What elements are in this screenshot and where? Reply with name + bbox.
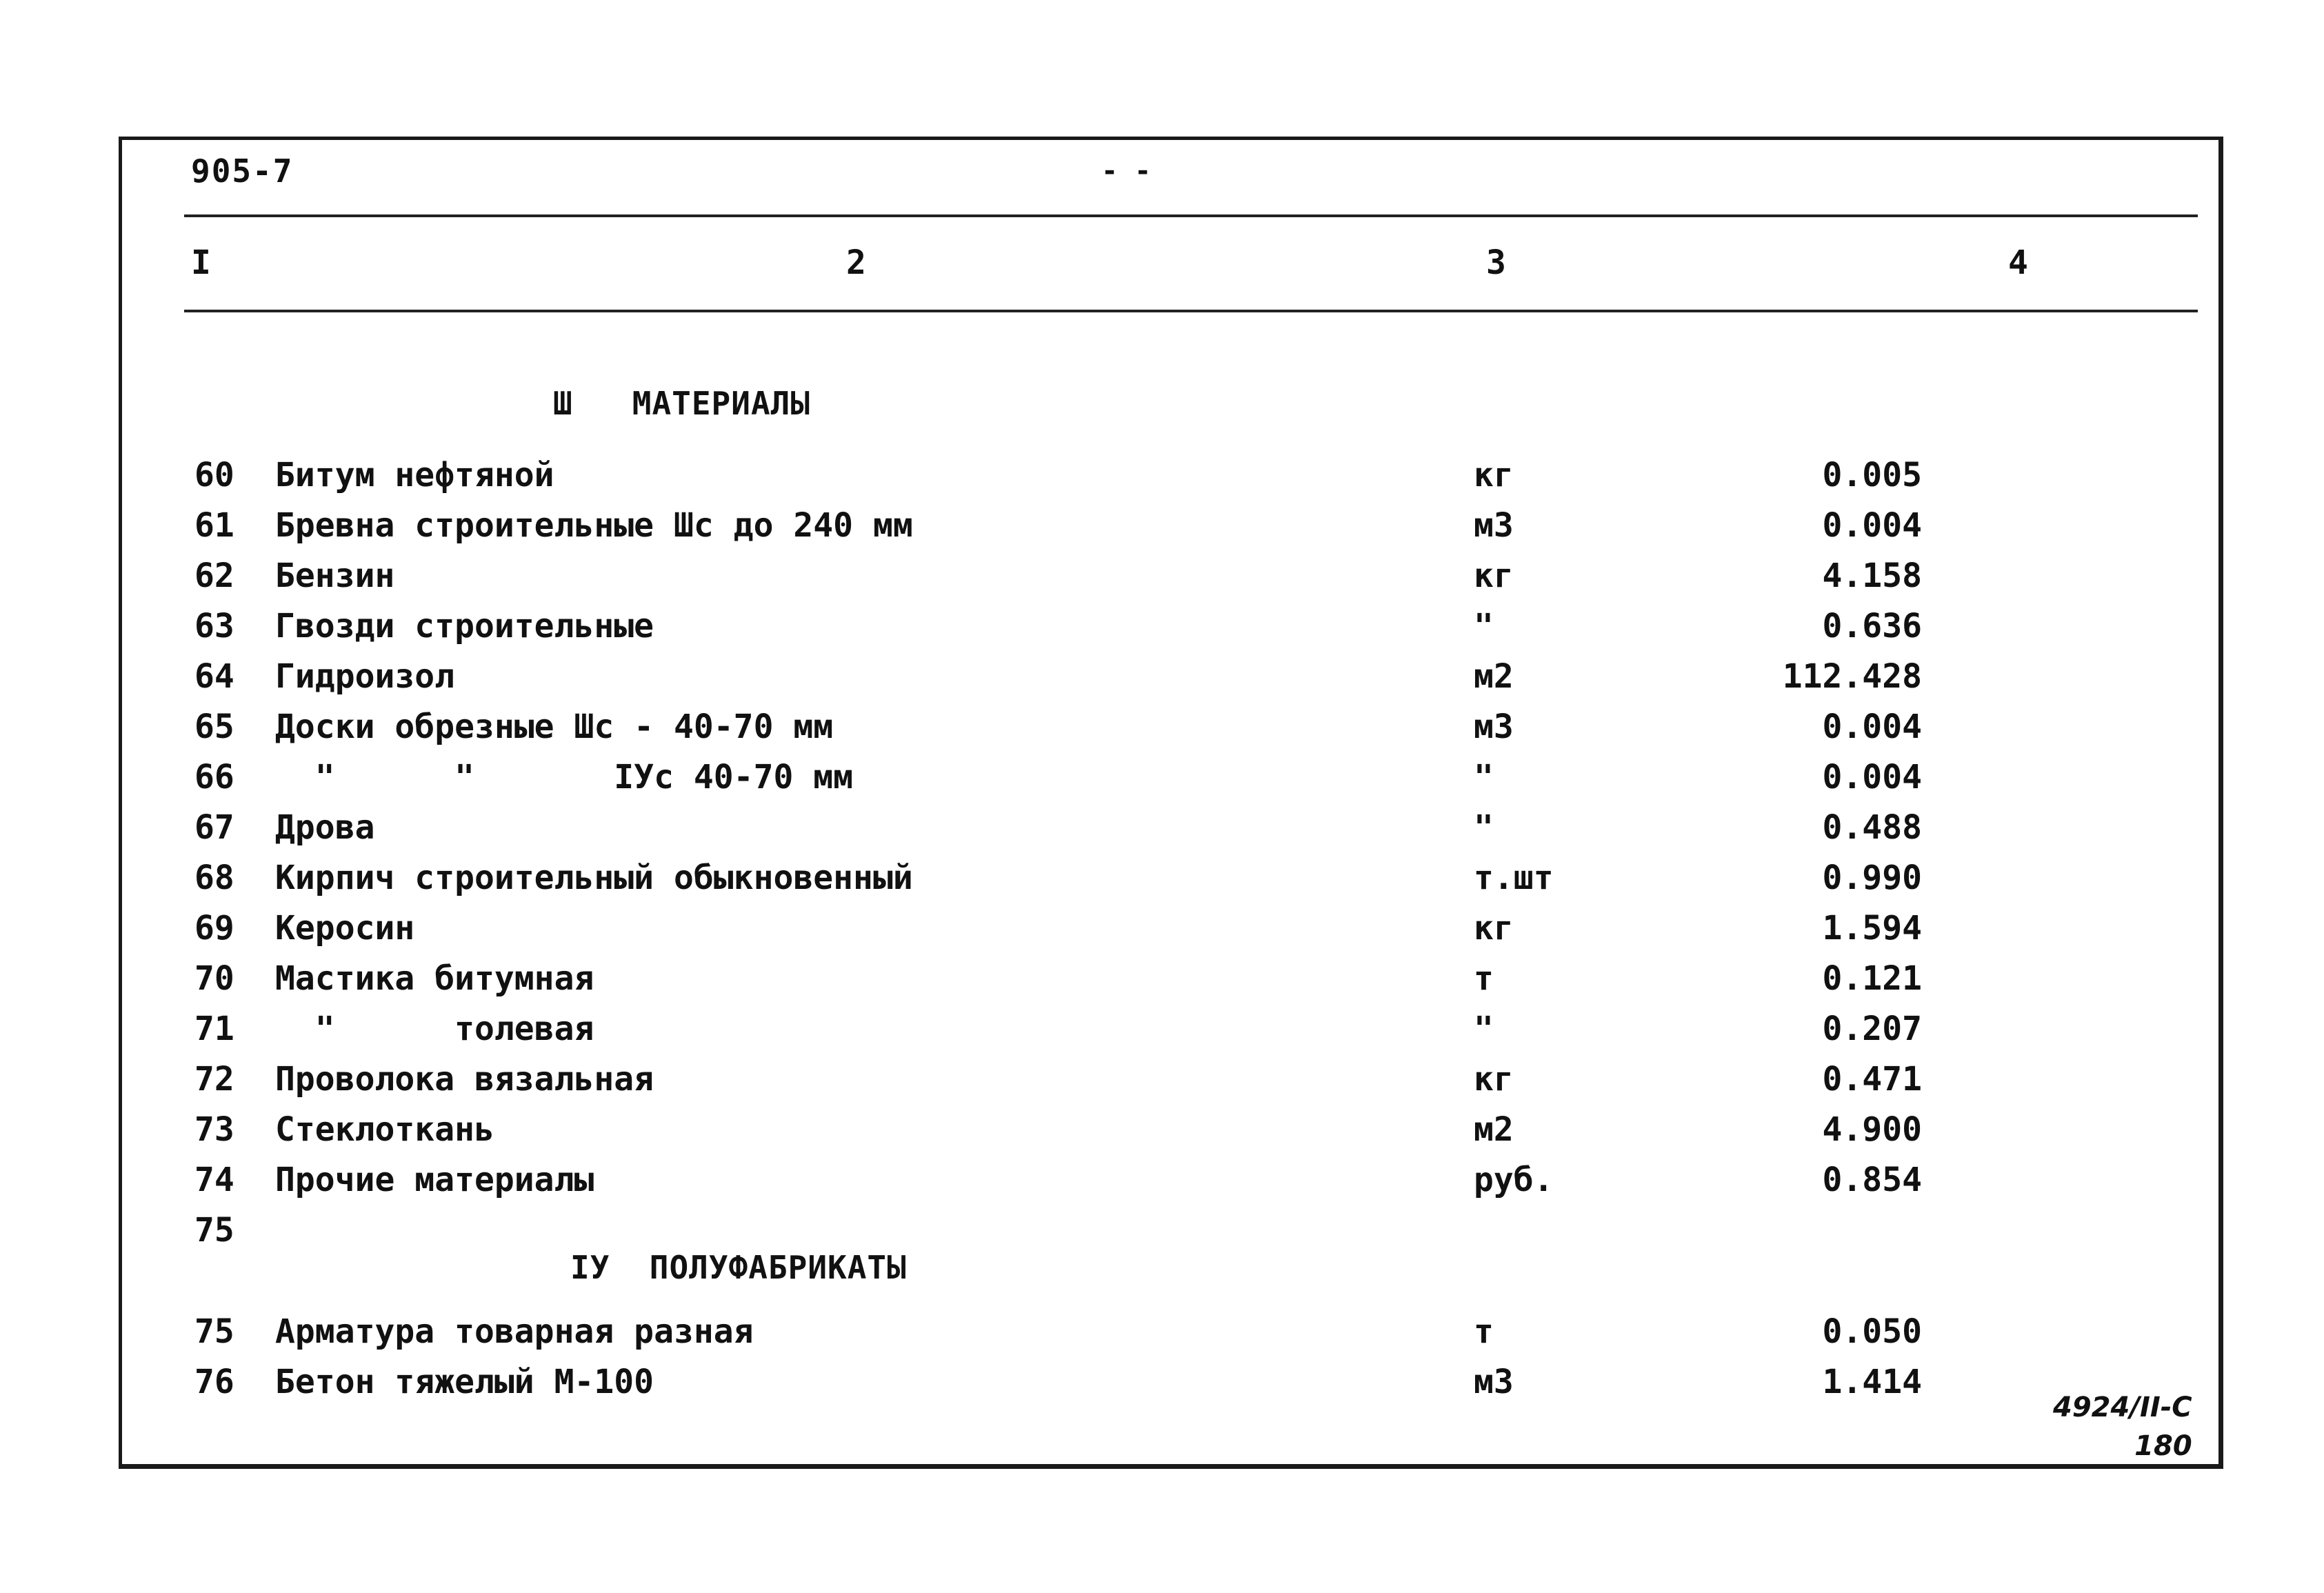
row-name: " " IУс 40-70 мм [275,758,854,796]
row-number: 66 [194,758,234,796]
archive-stamp [2053,1388,2192,1465]
row-unit: кг [1474,909,1514,948]
row-number: 68 [194,859,234,897]
header-rule-bottom [184,310,2198,312]
document-code: 905-7 [191,152,294,190]
row-quantity: 0.207 [1822,1010,1922,1048]
row-name: Мастика битумная [275,959,594,998]
row-name: Бетон тяжелый М-100 [275,1363,654,1401]
row-unit: кг [1474,1060,1514,1099]
row-quantity: 0.471 [1822,1060,1922,1099]
row-name: Арматура товарная разная [275,1312,754,1351]
stamp-code: 4924/II-C [2053,1392,2192,1423]
row-name: Стеклоткань [275,1110,494,1149]
row-unit: т [1474,959,1494,998]
row-name: Гидроизол [275,657,455,696]
table-row [122,1161,2218,1210]
row-quantity: 0.005 [1822,456,1922,494]
section-title-materials: Ш МАТЕРИАЛЫ [553,385,811,422]
table-row [122,808,2218,858]
row-unit: т [1474,1312,1494,1351]
table-row [122,657,2218,707]
table-row [122,909,2218,959]
table-row [122,1060,2218,1110]
row-name: Битум нефтяной [275,456,554,494]
row-number: 67 [194,808,234,847]
row-number: 70 [194,959,234,998]
row-number: 71 [194,1010,234,1048]
row-quantity: 4.158 [1822,557,1922,595]
row-quantity: 0.050 [1822,1312,1922,1351]
row-name: Гвозди строительные [275,607,654,645]
row-unit: " [1474,1010,1494,1048]
row-quantity: 0.990 [1822,859,1922,897]
row-name: Кирпич строительный обыкновенный [275,859,913,897]
row-number: 65 [194,708,234,746]
table-row [122,607,2218,657]
row-quantity: 0.004 [1822,758,1922,796]
row-number: 73 [194,1110,234,1149]
row-quantity: 0.488 [1822,808,1922,847]
stamp-sheet-number: 180 [2134,1430,2192,1462]
row-number: 69 [194,909,234,948]
column-number-2: 2 [846,243,866,282]
table-row [122,557,2218,606]
row-quantity: 0.121 [1822,959,1922,998]
row-name: Прочие материалы [275,1161,594,1199]
row-name: Керосин [275,909,415,948]
row-quantity: 0.004 [1822,506,1922,545]
row-unit: м2 [1474,1110,1514,1149]
row-number: 75 [194,1312,234,1351]
table-row [122,758,2218,808]
row-number: 76 [194,1363,234,1401]
row-quantity: 112.428 [1782,657,1922,696]
column-number-3: 3 [1486,243,1506,282]
row-unit: " [1474,758,1494,796]
table-row [122,959,2218,1009]
header-rule-top [184,214,2198,217]
table-row [122,708,2218,757]
row-number: 75 [194,1211,234,1250]
section-title-semi-finished: IУ ПОЛУФАБРИКАТЫ [570,1249,907,1286]
row-number: 72 [194,1060,234,1099]
row-quantity: 1.414 [1822,1363,1922,1401]
row-unit: руб. [1474,1161,1554,1199]
row-quantity: 0.636 [1822,607,1922,645]
row-unit: кг [1474,456,1514,494]
row-name: Дрова [275,808,375,847]
document-sheet [119,137,2223,1469]
row-name: Доски обрезные Шс - 40-70 мм [275,708,834,746]
table-row [122,1110,2218,1160]
column-number-1: I [191,243,211,282]
table-row [122,1211,2218,1261]
row-unit: м3 [1474,1363,1514,1401]
row-name: " толевая [275,1010,594,1048]
page-mark: - - [1101,155,1152,187]
table-row [122,1312,2218,1362]
row-number: 62 [194,557,234,595]
row-name: Проволока вязальная [275,1060,654,1099]
row-number: 61 [194,506,234,545]
row-unit: кг [1474,557,1514,595]
row-number: 74 [194,1161,234,1199]
column-number-4: 4 [2008,243,2028,282]
row-number: 60 [194,456,234,494]
row-name: Бревна строительные Шс до 240 мм [275,506,913,545]
table-row [122,1363,2218,1412]
row-number: 63 [194,607,234,645]
row-unit: м3 [1474,506,1514,545]
row-quantity: 4.900 [1822,1110,1922,1149]
row-quantity: 0.004 [1822,708,1922,746]
row-quantity: 1.594 [1822,909,1922,948]
table-row [122,506,2218,556]
row-unit: м2 [1474,657,1514,696]
row-number: 64 [194,657,234,696]
row-unit: " [1474,607,1494,645]
table-row [122,456,2218,505]
table-row [122,1010,2218,1059]
row-name: Бензин [275,557,395,595]
table-row [122,859,2218,908]
row-unit: т.шт [1474,859,1554,897]
row-unit: м3 [1474,708,1514,746]
row-unit: " [1474,808,1494,847]
row-quantity: 0.854 [1822,1161,1922,1199]
